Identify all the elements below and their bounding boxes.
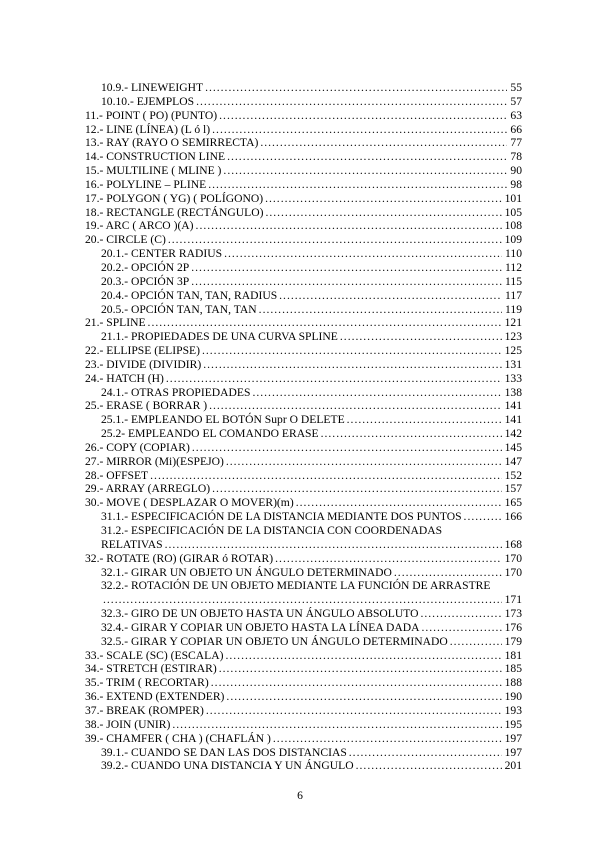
toc-entry-text: 13.- RAY (RAYO O SEMIRRECTA) (85, 136, 259, 150)
toc-row (85, 206, 522, 220)
toc-page-number: 78 (510, 150, 522, 164)
toc-page-number: 105 (504, 205, 522, 219)
dot-leader (191, 261, 502, 275)
toc-entry-text: 21.1.- PROPIEDADES DE UNA CURVA SPLINE (101, 330, 338, 344)
toc-row (85, 510, 522, 524)
page-number: 6 (297, 789, 303, 802)
toc-page-number: 197 (504, 731, 522, 745)
toc-page-number: 168 (504, 537, 522, 551)
toc-entry-text: 33.- SCALE (SC) (ESCALA) (85, 648, 224, 662)
toc-page-number: 108 (504, 219, 522, 233)
toc-entry-text: 20.- CIRCLE (C) (85, 233, 166, 247)
dot-leader (212, 123, 507, 137)
dot-leader (206, 704, 502, 718)
toc-page-number: 101 (504, 191, 522, 205)
dot-leader (275, 552, 501, 566)
toc-row (85, 178, 522, 192)
toc-row (85, 386, 522, 400)
toc-page-number: 125 (504, 344, 522, 358)
toc-row (85, 746, 522, 760)
toc-row (85, 81, 522, 95)
toc-entry-text: 32.2.- ROTACIÓN DE UN OBJETO MEDIANTE LA FUNCIÓN DE ARRASTRE (101, 579, 491, 593)
toc-row (85, 136, 522, 150)
toc-page-number: 176 (504, 620, 522, 634)
toc-entry-text: 25.1.- EMPLEANDO EL BOTÓN Supr O DELETE (101, 413, 345, 427)
dot-leader (226, 455, 502, 469)
dot-leader (394, 566, 502, 580)
toc-entry-text: 35.- TRIM ( RECORTAR) (85, 676, 209, 690)
dot-leader (321, 427, 502, 441)
toc-row (85, 593, 522, 607)
toc-row (85, 150, 522, 164)
toc-page-number: 77 (510, 136, 522, 150)
dot-leader (172, 718, 501, 732)
toc-entry-text: 15.- MULTILINE ( MLINE ) (85, 164, 222, 178)
dot-leader (279, 289, 502, 303)
toc-entry-text: 10.9.- LINEWEIGHT (101, 81, 204, 94)
dot-leader (205, 81, 507, 95)
toc-row (85, 95, 522, 109)
toc-row (85, 109, 522, 123)
toc-page-number: 170 (504, 551, 522, 565)
toc-entry-text: 25.- ERASE ( BORRAR ) (85, 399, 208, 413)
toc-entry-text: 24.1.- OTRAS PROPIEDADES (101, 385, 251, 399)
toc-row (85, 330, 522, 344)
dot-leader (356, 759, 502, 773)
toc-page-number: 201 (504, 759, 522, 773)
toc-row (85, 566, 522, 580)
toc-row (85, 164, 522, 178)
toc-entry-text: 39.1.- CUANDO SE DAN LAS DOS DISTANCIAS (101, 745, 347, 759)
toc-row (85, 676, 522, 690)
toc-row (85, 316, 522, 330)
toc-row (85, 427, 522, 441)
toc-row (85, 704, 522, 718)
toc-row (85, 621, 522, 635)
toc-entry-text: 20.2.- OPCIÓN 2P (101, 260, 190, 274)
toc-page-number: 57 (510, 94, 522, 108)
toc-page-number: 193 (504, 703, 522, 717)
toc-entry-text: 11.- POINT ( PO) (PUNTO) (85, 108, 218, 122)
toc-entry-text: 32.- ROTATE (RO) (GIRAR ó ROTAR) (85, 551, 274, 565)
toc-page-number: 98 (510, 177, 522, 191)
dot-leader (349, 746, 502, 760)
toc-entry-text: 38.- JOIN (UNIR) (85, 717, 171, 731)
toc-page-number: 90 (510, 164, 522, 178)
toc-page-number: 165 (504, 496, 522, 510)
toc-page-number: 166 (504, 510, 522, 524)
dot-leader (273, 732, 502, 746)
toc-row (85, 413, 522, 427)
dot-leader (223, 164, 507, 178)
page-footer (0, 789, 600, 802)
dot-leader (296, 496, 502, 510)
dot-leader (259, 303, 502, 317)
toc-entry-text: 31.1.- ESPECIFICACIÓN DE LA DISTANCIA MEDIANTE DOS PUNTOS (101, 510, 462, 524)
toc-page-number: 115 (505, 274, 522, 288)
toc-page-number: 133 (504, 371, 522, 385)
toc-entry-text: 22.- ELLIPSE (ELIPSE) (85, 344, 200, 358)
toc-entry-text: 32.5.- GIRAR Y COPIAR UN OBJETO UN ÁNGULO DETERMINADO (101, 634, 448, 648)
dot-leader (225, 649, 501, 663)
toc-row (85, 358, 522, 372)
dot-leader (219, 109, 507, 123)
toc-page-number: 157 (504, 482, 522, 496)
dot-leader (260, 136, 507, 150)
toc-page-number: 190 (504, 690, 522, 704)
toc-entry-text: 20.1.- CENTER RADIUS (101, 247, 223, 261)
toc-entry-text: 25.2- EMPLEANDO EL COMANDO ERASE (101, 427, 319, 441)
toc-entry-text: 29.- ARRAY (ARREGLO) (85, 482, 211, 496)
toc-entry-text: 34.- STRETCH (ESTIRAR) (85, 662, 217, 676)
toc-page-number: 152 (504, 468, 522, 482)
toc-row (85, 662, 522, 676)
toc-entry-text: RELATIVAS (101, 537, 163, 551)
toc-page-number: 197 (504, 745, 522, 759)
toc-page-number: 112 (505, 260, 522, 274)
toc-row (85, 552, 522, 566)
toc-entry-text: 27.- MIRROR (Mi)(ESPEJO) (85, 454, 224, 468)
toc-entry-text: 24.- HATCH (H) (85, 371, 164, 385)
toc-entry-text: 20.3.- OPCIÓN 3P (101, 274, 190, 288)
toc-entry-text: 32.1.- GIRAR UN OBJETO UN ÁNGULO DETERMINADO (101, 565, 392, 579)
dot-leader (211, 676, 502, 690)
toc-row (85, 649, 522, 663)
toc-page-number: 123 (504, 330, 522, 344)
dot-leader (196, 219, 502, 233)
toc-row (85, 275, 522, 289)
dot-leader (227, 150, 507, 164)
toc-entry-text: 20.5.- OPCIÓN TAN, TAN, TAN (101, 302, 257, 316)
toc-page-number: 171 (504, 593, 522, 607)
toc-row (85, 469, 522, 483)
toc-entry-text: 12.- LINE (LÍNEA) (L ó l) (85, 122, 211, 136)
toc-entry-text: 36.- EXTEND (EXTENDER) (85, 690, 225, 704)
dot-leader (212, 482, 502, 496)
toc-page-number: 179 (504, 634, 522, 648)
dot-leader (340, 330, 502, 344)
toc-row (85, 759, 522, 773)
dot-leader (202, 344, 502, 358)
toc-page-number: 181 (504, 648, 522, 662)
table-of-contents (85, 81, 522, 773)
dot-leader (420, 607, 501, 621)
toc-page-number: 138 (504, 385, 522, 399)
toc-entry-text: 30.- MOVE ( DESPLAZAR O MOVER)(m) (85, 496, 294, 510)
toc-entry-text: 16.- POLYLINE – PLINE (85, 177, 207, 191)
toc-row (85, 690, 522, 704)
toc-entry-text: 10.10.- EJEMPLOS (101, 94, 195, 108)
toc-page-number: 170 (504, 565, 522, 579)
dot-leader (103, 593, 502, 607)
toc-page-number: 142 (504, 427, 522, 441)
toc-page-number: 195 (504, 717, 522, 731)
toc-row (85, 718, 522, 732)
toc-page-number: 185 (504, 662, 522, 676)
toc-entry-text: 23.- DIVIDE (DIVIDIR) (85, 357, 202, 371)
toc-row (85, 538, 522, 552)
toc-page-number: 117 (505, 288, 522, 302)
toc-row (85, 607, 522, 621)
toc-row (85, 482, 522, 496)
toc-entry-text: 17.- POLYGON ( YG) ( POLÍGONO) (85, 191, 264, 205)
toc-entry-text: 32.3.- GIRO DE UN OBJETO HASTA UN ÁNGULO ABSOLUTO (101, 607, 419, 621)
toc-row (85, 303, 522, 317)
dot-leader (450, 635, 502, 649)
toc-row (85, 219, 522, 233)
toc-entry-text: 32.4.- GIRAR Y COPIAR UN OBJETO HASTA LA LÍNEA DADA (101, 620, 420, 634)
toc-row (85, 455, 522, 469)
toc-page-number: 119 (505, 302, 522, 316)
dot-leader (203, 358, 501, 372)
toc-row (85, 496, 522, 510)
dot-leader (421, 621, 501, 635)
toc-entry-text: 18.- RECTANGLE (RECTÁNGULO) (85, 205, 264, 219)
toc-page-number: 121 (504, 316, 522, 330)
toc-entry-text: 14.- CONSTRUCTION LINE (85, 150, 226, 164)
dot-leader (226, 690, 501, 704)
toc-row (85, 579, 522, 593)
toc-entry-text: 37.- BREAK (ROMPER) (85, 703, 204, 717)
dot-leader (209, 399, 502, 413)
toc-entry-text: 39.- CHAMFER ( CHA ) (CHAFLÁN ) (85, 731, 271, 745)
toc-page-number: 188 (504, 676, 522, 690)
toc-page-number: 141 (504, 399, 522, 413)
toc-page-number: 145 (504, 440, 522, 454)
dot-leader (224, 247, 502, 261)
toc-row (85, 441, 522, 455)
dot-leader (166, 372, 502, 386)
toc-entry-text: 20.4.- OPCIÓN TAN, TAN, RADIUS (101, 288, 278, 302)
toc-entry-text: 39.2.- CUANDO UNA DISTANCIA Y UN ÁNGULO (101, 759, 354, 773)
toc-page-number: 110 (505, 247, 522, 261)
dot-leader (219, 662, 502, 676)
toc-row (85, 289, 522, 303)
toc-entry-text: 21.- SPLINE (85, 316, 146, 330)
dot-leader (464, 510, 502, 524)
toc-row (85, 344, 522, 358)
toc-page-number: 173 (504, 607, 522, 621)
dot-leader (252, 386, 501, 400)
toc-page-number: 141 (504, 413, 522, 427)
toc-row (85, 635, 522, 649)
toc-page-number: 66 (510, 122, 522, 136)
toc-page-number: 55 (510, 81, 522, 94)
toc-page-number: 131 (504, 357, 522, 371)
toc-row (85, 261, 522, 275)
dot-leader (196, 95, 507, 109)
toc-row (85, 524, 522, 538)
toc-row (85, 247, 522, 261)
dot-leader (208, 178, 507, 192)
toc-page-number: 63 (510, 108, 522, 122)
dot-leader (192, 441, 502, 455)
dot-leader (191, 275, 502, 289)
toc-page-number: 147 (504, 454, 522, 468)
toc-row (85, 732, 522, 746)
toc-entry-text: 28.- OFFSET (85, 468, 149, 482)
toc-row (85, 123, 522, 137)
dot-leader (148, 316, 502, 330)
toc-page-number: 109 (504, 233, 522, 247)
dot-leader (265, 192, 502, 206)
toc-entry-text: 31.2.- ESPECIFICACIÓN DE LA DISTANCIA CON COORDENADAS (101, 524, 443, 537)
toc-entry-text: 26.- COPY (COPIAR) (85, 440, 190, 454)
toc-row (85, 192, 522, 206)
toc-row (85, 233, 522, 247)
dot-leader (347, 413, 502, 427)
dot-leader (150, 469, 501, 483)
toc-row (85, 399, 522, 413)
dot-leader (265, 206, 501, 220)
toc-row (85, 372, 522, 386)
dot-leader (168, 233, 502, 247)
dot-leader (165, 538, 502, 552)
toc-entry-text: 19.- ARC ( ARCO )(A) (85, 219, 194, 233)
